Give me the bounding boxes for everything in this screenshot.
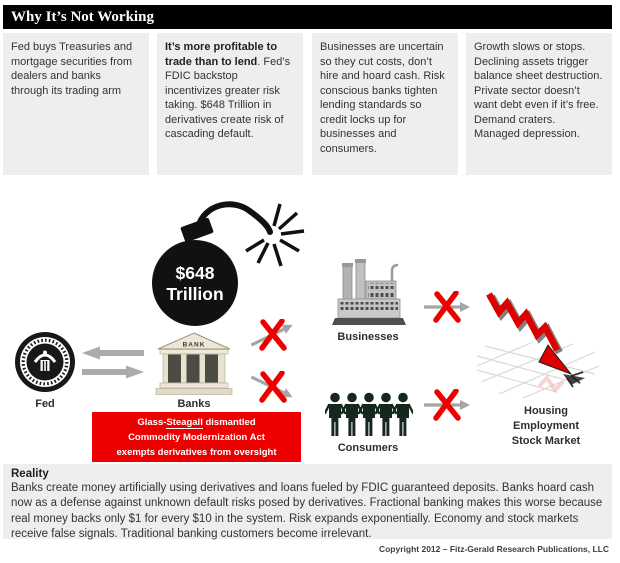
- markets-label: [490, 404, 602, 449]
- fed-label: Fed: [35, 398, 55, 410]
- markets-label-employment: Employment: [512, 420, 579, 432]
- legislation-line-3: exempts derivatives from oversight: [116, 446, 277, 458]
- bank-building-icon: [155, 332, 233, 396]
- page-title: Why It’s Not Working: [3, 5, 612, 29]
- red-x-icon: [259, 319, 287, 351]
- red-x-icon: [259, 371, 287, 403]
- businesses-label: Businesses: [337, 331, 399, 343]
- red-x-icon: [433, 389, 461, 421]
- reality-heading: Reality: [11, 468, 49, 480]
- copyright-text: Copyright 2012 – Fitz-Gerald Research Publications, LLC: [378, 544, 609, 554]
- block-arrow-left-icon: [82, 346, 144, 360]
- top-box-growth: Growth slows or stops. Declining assets trigger balance sheet destruction. Private sector doesn’t want debt even if it’s free. Demand craters. Managed depression.: [466, 33, 612, 175]
- legislation-callout: [92, 412, 301, 462]
- reality-text: Banks create money artificially using derivatives and loans fueled by FDIC guaranteed deposits. Banks hoard cash now as a defense against unknown default risks posed by derivatives. Fractional banking makes this worse because real money backs only $1 for every $10 in the system. Risk expands exponentially. Economy and stock markets receive false signals. Traditional banking customers become irrelevant.: [11, 482, 603, 540]
- bomb-unit: Trillion: [166, 284, 224, 304]
- fed-seal-icon: [14, 331, 76, 393]
- red-x-icon: [433, 291, 461, 323]
- legislation-line-2: Commodity Modernization Act: [128, 431, 265, 443]
- factory-icon: [330, 257, 408, 329]
- banks-label: Banks: [177, 398, 211, 410]
- block-arrow-right-icon: [82, 365, 144, 379]
- crash-arrow-icon: [477, 290, 599, 402]
- consumers-icon: [325, 392, 413, 442]
- top-box-businesses: Businesses are uncertain so they cut costs, don’t hire and hoard cash. Risk conscious banks tighten lending standards so credit locks up for businesses and consumers.: [312, 33, 458, 175]
- consumers-label: Consumers: [337, 442, 399, 454]
- legislation-line-1: Glass-Steagall dismantled: [137, 416, 256, 428]
- bomb-amount: $648: [175, 263, 215, 283]
- bank-sign: BANK: [182, 341, 206, 349]
- markets-label-housing: Housing: [524, 405, 568, 417]
- markets-label-stock: Stock Market: [511, 435, 581, 447]
- top-box-fed: Fed buys Treasuries and mortgage securities from dealers and banks through its trading arm: [3, 33, 149, 175]
- reality-section: [3, 464, 612, 539]
- top-box-profit: It’s more profitable to trade than to lend. Fed’s FDIC backstop incentivizes greater risk taking. $648 Trillion in derivatives create risk of cascading default.: [157, 33, 303, 175]
